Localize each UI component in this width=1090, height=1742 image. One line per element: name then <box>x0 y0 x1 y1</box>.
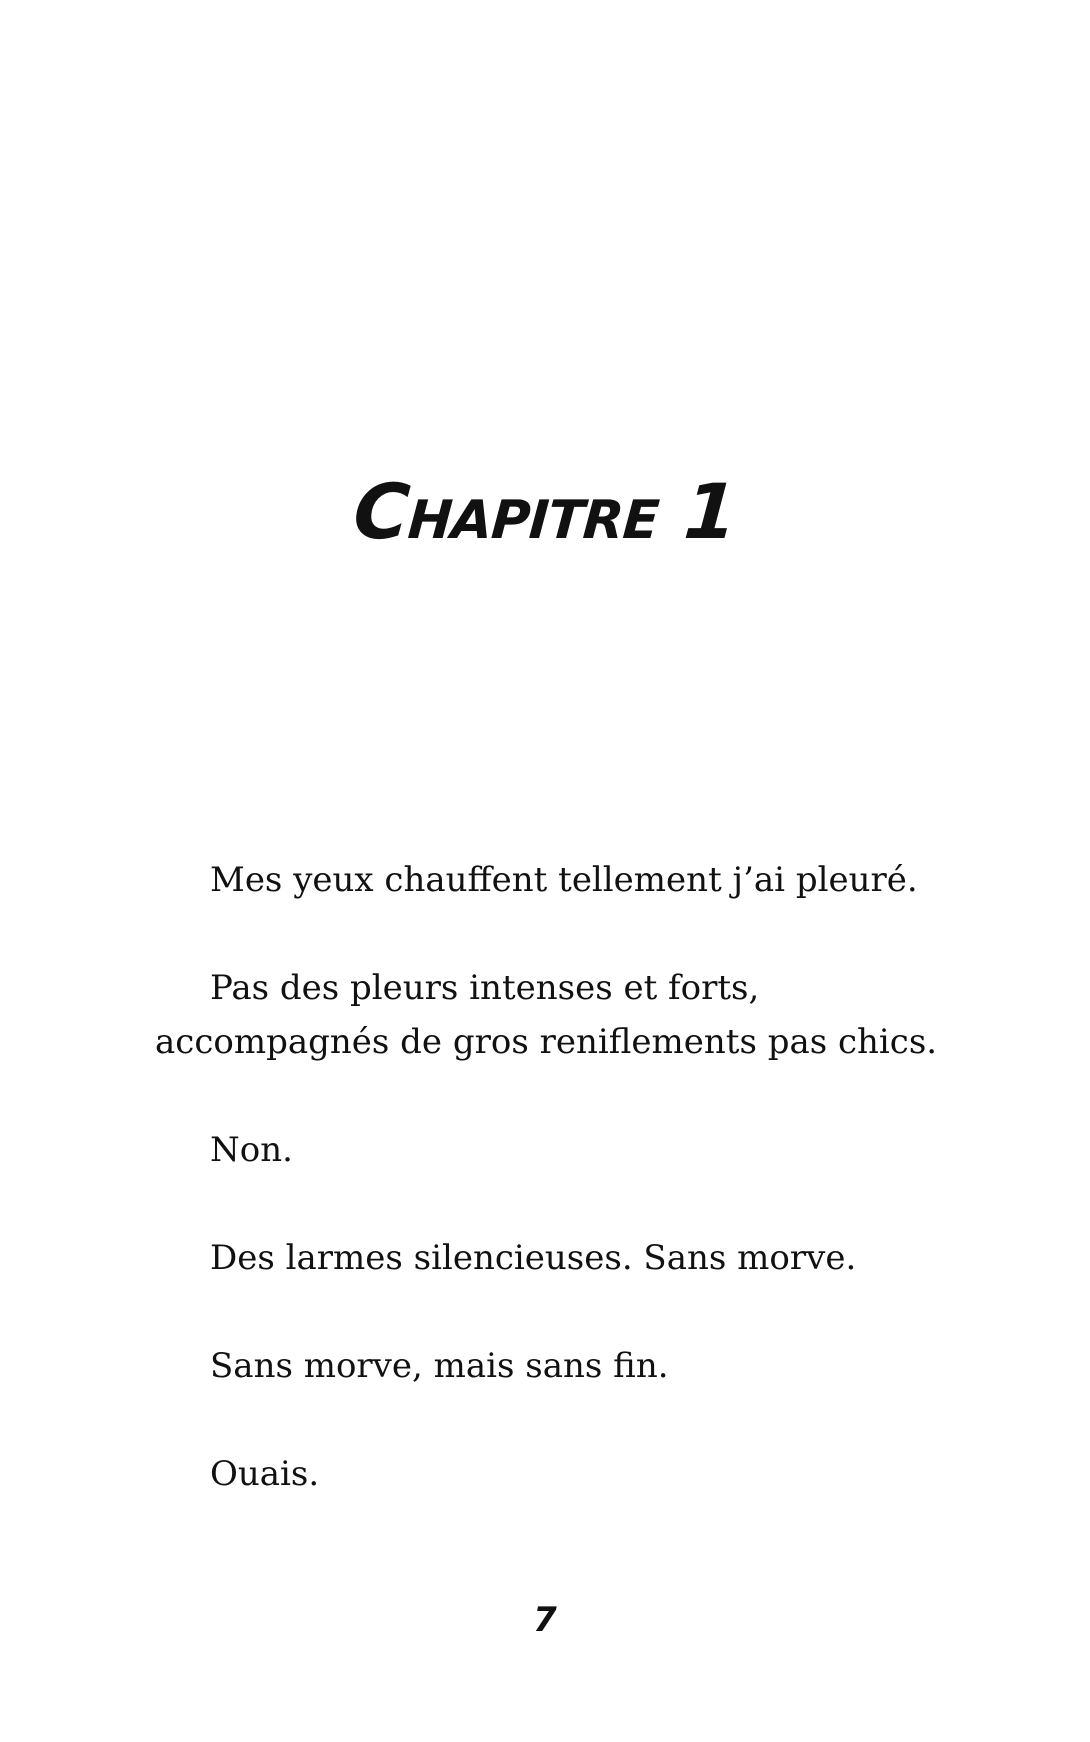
chapter-title: Chapitre 1 <box>350 467 740 556</box>
paragraph: Pas des pleurs intenses et forts, accompagnés de gros reniflements pas chics. <box>155 968 938 1062</box>
paragraph: Mes yeux chauffent tellement j’ai pleuré. <box>210 860 918 900</box>
paragraph: Non. <box>210 1130 293 1170</box>
paragraph: Ouais. <box>210 1454 320 1494</box>
paragraph: Des larmes silencieuses. Sans morve. <box>210 1238 857 1278</box>
paragraph: Sans morve, mais sans fin. <box>210 1346 669 1386</box>
page-number: 7 <box>533 1600 557 1640</box>
